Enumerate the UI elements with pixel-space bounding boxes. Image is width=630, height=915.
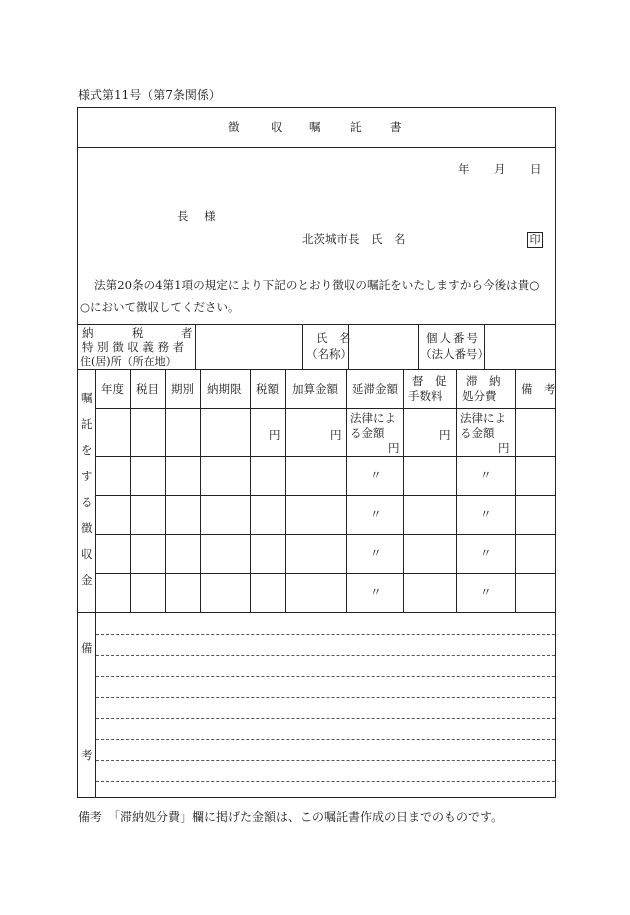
divider: [130, 369, 131, 612]
taxpayer-label-char: 税: [132, 326, 144, 340]
divider: [95, 534, 556, 535]
date-year: 年: [458, 162, 470, 176]
divider: [95, 612, 96, 798]
divider: [403, 369, 404, 612]
footnote: 備考 「滞納処分費」欄に掲げた金額は、この嘱託書作成の日までのものです。: [78, 810, 504, 824]
taxpayer-label-line3: 住(居)所（所在地）: [80, 355, 177, 368]
divider: [250, 369, 251, 612]
header-tax-item: 税目: [136, 382, 159, 396]
unit-yen: 円: [330, 428, 342, 442]
seal-box: 印: [527, 232, 543, 248]
divider: [418, 324, 419, 369]
title-char: 書: [390, 120, 402, 134]
side-label-char: 金: [81, 573, 93, 587]
header-period: 期別: [171, 382, 194, 396]
divider: [515, 369, 516, 612]
divider: [285, 369, 286, 612]
divider: [95, 456, 556, 457]
header-dunning-fee: 督 促: [412, 374, 447, 388]
remarks-line: [96, 739, 555, 740]
side-label-char: 徴: [81, 521, 93, 535]
addressee: 長 様: [177, 209, 222, 223]
date-day: 日: [530, 162, 542, 176]
header-disposition-cost-sub: 処分費: [462, 389, 497, 403]
header-dunning-fee-sub: 手数料: [408, 389, 443, 403]
header-tax-amount: 税額: [256, 382, 279, 396]
remarks-line: [96, 634, 555, 635]
taxpayer-label-line2: 特別徴収義務者: [82, 340, 188, 354]
title-char: 徴: [228, 120, 240, 134]
header-additional-amount: 加算金額: [292, 382, 338, 396]
legal-amount-label: る金額: [350, 426, 385, 440]
divider: [77, 147, 556, 148]
divider: [195, 324, 196, 369]
divider: [346, 369, 347, 612]
taxpayer-label-char: 納: [82, 326, 94, 340]
divider: [484, 324, 485, 369]
divider: [77, 369, 556, 370]
remarks-line: [96, 655, 555, 656]
date-month: 月: [494, 162, 506, 176]
legal-amount-label: る金額: [460, 426, 495, 440]
remarks-line: [96, 781, 555, 782]
side-label-char: 託: [81, 417, 93, 431]
unit-yen: 円: [388, 441, 400, 455]
side-label-char: す: [81, 469, 93, 483]
remarks-label-char: 考: [81, 748, 93, 762]
header-delinquency-amount: 延滞金額: [352, 382, 398, 396]
header-due-date: 納期限: [207, 382, 242, 396]
remarks-line: [96, 697, 555, 698]
remarks-line: [96, 718, 555, 719]
name-label-sub: （名称）: [306, 347, 352, 361]
header-disposition-cost: 滞 納: [466, 374, 501, 388]
legal-amount-label: 法律によ: [350, 411, 396, 425]
divider: [456, 369, 457, 612]
header-remarks: 備 考: [521, 382, 556, 396]
number-label: 個人番号: [426, 331, 480, 345]
body-line-1: 法第20条の4第1項の規定により下記のとおり徴収の嘱託をいたしますから今後は貴○: [94, 278, 540, 292]
form-frame: [77, 107, 556, 798]
side-label-char: る: [81, 495, 93, 509]
title-char: 託: [350, 120, 362, 134]
remarks-line: [96, 760, 555, 761]
legal-amount-label: 法律によ: [460, 411, 506, 425]
divider: [165, 369, 166, 612]
divider: [200, 369, 201, 612]
remarks-label-char: 備: [81, 641, 93, 655]
ditto-mark: 〃: [480, 585, 492, 599]
sender: 北茨城市長 氏 名: [302, 232, 406, 246]
unit-yen: 円: [269, 428, 281, 442]
divider: [77, 612, 556, 613]
name-label: 氏 名: [316, 331, 351, 345]
side-label-char: 収: [81, 547, 93, 561]
ditto-mark: 〃: [480, 468, 492, 482]
ditto-mark: 〃: [480, 507, 492, 521]
number-label-sub: （法人番号）: [420, 347, 489, 361]
unit-yen: 円: [439, 428, 451, 442]
divider: [348, 324, 349, 369]
ditto-mark: 〃: [370, 507, 382, 521]
title-char: 収: [271, 120, 283, 134]
header-year: 年度: [101, 382, 124, 396]
ditto-mark: 〃: [370, 546, 382, 560]
taxpayer-label-char: 者: [181, 326, 193, 340]
divider: [95, 408, 556, 409]
remarks-line: [96, 676, 555, 677]
divider: [95, 573, 556, 574]
form-number: 様式第11号（第7条関係）: [78, 88, 221, 102]
divider: [95, 369, 96, 612]
ditto-mark: 〃: [480, 546, 492, 560]
title-char: 嘱: [309, 120, 321, 134]
unit-yen: 円: [498, 441, 510, 455]
side-label-char: を: [81, 443, 93, 457]
side-label-char: 嘱: [81, 391, 93, 405]
body-line-2: ○において徴収してください。: [80, 300, 240, 314]
divider: [302, 324, 303, 369]
ditto-mark: 〃: [370, 468, 382, 482]
divider: [95, 495, 556, 496]
ditto-mark: 〃: [370, 585, 382, 599]
